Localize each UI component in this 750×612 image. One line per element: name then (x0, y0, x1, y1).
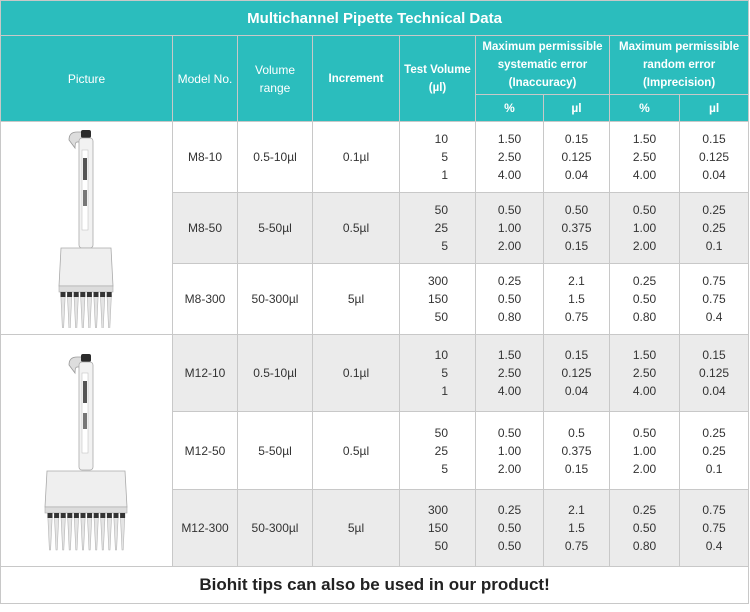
value: 0.50 (632, 521, 657, 535)
value: 2.1 (568, 274, 585, 288)
value: 0.50 (564, 203, 589, 217)
value: 150 (427, 521, 448, 535)
model-cell: M12-300 (173, 490, 238, 567)
rand-ul-cell (680, 412, 749, 490)
value: 0.125 (561, 366, 592, 380)
test-volume-cell (400, 412, 476, 490)
increment-cell: 5µl (313, 490, 400, 567)
volume-range-cell: 0.5-10µl (238, 335, 313, 412)
rand-ul-cell (680, 264, 749, 335)
header-test-volume: Test Volume (µl) (400, 36, 476, 122)
value: 0.15 (564, 348, 589, 362)
header-random-error: Maximum permissible random error (Imprecision) (610, 36, 749, 95)
table-row (1, 122, 749, 193)
value: 1 (441, 168, 448, 182)
value: 0.25 (702, 221, 726, 235)
header-rand-ul: µl (680, 95, 749, 122)
value: 0.15 (564, 461, 589, 476)
rand-pct-cell (610, 490, 680, 567)
test-volume-cell (400, 122, 476, 193)
value: 25 (434, 221, 448, 235)
value: 0.1 (705, 461, 723, 476)
value: 25 (434, 443, 448, 458)
value: 0.25 (497, 274, 522, 288)
volume-range-cell: 0.5-10µl (238, 122, 313, 193)
volume-range-cell: 5-50µl (238, 412, 313, 490)
value: 0.1 (705, 239, 723, 253)
value: 0.75 (702, 521, 726, 535)
value: 0.125 (561, 150, 592, 164)
value: 0.15 (564, 132, 589, 146)
rand-pct-cell (610, 193, 680, 264)
value: 0.80 (632, 539, 657, 553)
table-title: Multichannel Pipette Technical Data (1, 1, 749, 36)
sys-pct-cell (476, 122, 544, 193)
value: 0.75 (702, 292, 726, 306)
value: 0.375 (561, 221, 592, 235)
value: 2.1 (568, 503, 585, 517)
sys-pct-cell (476, 193, 544, 264)
value: 0.4 (705, 539, 723, 553)
rand-pct-cell (610, 335, 680, 412)
sys-ul-cell (544, 335, 610, 412)
pipette-8-channel-image (1, 122, 173, 335)
value: 150 (427, 292, 448, 306)
sys-pct-cell (476, 412, 544, 490)
test-volume-cell (400, 335, 476, 412)
value: 1.5 (568, 521, 585, 535)
test-volume-cell (400, 264, 476, 335)
test-volume-cell (400, 490, 476, 567)
value: 4.00 (497, 384, 522, 398)
value: 1.50 (632, 348, 657, 362)
value: 10 (434, 132, 448, 146)
value: 5 (441, 366, 448, 380)
sys-ul-cell (544, 490, 610, 567)
value: 0.75 (702, 274, 726, 288)
increment-cell: 5µl (313, 264, 400, 335)
value: 1 (441, 384, 448, 398)
rand-pct-cell (610, 264, 680, 335)
sys-ul-cell (544, 412, 610, 490)
model-cell: M12-10 (173, 335, 238, 412)
model-cell: M8-50 (173, 193, 238, 264)
value: 0.04 (702, 168, 726, 182)
value: 0.75 (702, 503, 726, 517)
value: 0.25 (702, 203, 726, 217)
header-sys-ul: µl (544, 95, 610, 122)
value: 1.00 (632, 443, 657, 458)
rand-pct-cell (610, 122, 680, 193)
header-increment: Increment (313, 36, 400, 122)
increment-cell: 0.1µl (313, 122, 400, 193)
header-sys-pct: % (476, 95, 544, 122)
value: 0.50 (632, 292, 657, 306)
header-picture: Picture (1, 36, 173, 122)
value: 5 (441, 150, 448, 164)
sys-pct-cell (476, 490, 544, 567)
value: 2.00 (632, 461, 657, 476)
table-row (1, 335, 749, 412)
value: 0.15 (702, 348, 726, 362)
value: 1.5 (568, 292, 585, 306)
header-volume-range: Volume range (238, 36, 313, 122)
sys-pct-cell (476, 335, 544, 412)
value: 0.15 (702, 132, 726, 146)
header-rand-pct: % (610, 95, 680, 122)
value: 2.50 (497, 150, 522, 164)
increment-cell: 0.1µl (313, 335, 400, 412)
value: 0.50 (497, 521, 522, 535)
value: 0.04 (702, 384, 726, 398)
value: 0.125 (699, 150, 730, 164)
test-volume-cell (400, 193, 476, 264)
sys-ul-cell (544, 122, 610, 193)
value: 0.50 (632, 425, 657, 440)
value: 0.25 (702, 443, 726, 458)
value: 4.00 (632, 384, 657, 398)
value: 0.50 (497, 425, 522, 440)
header-model: Model No. (173, 36, 238, 122)
volume-range-cell: 50-300µl (238, 264, 313, 335)
value: 50 (434, 310, 448, 324)
volume-range-cell: 5-50µl (238, 193, 313, 264)
value: 1.00 (632, 221, 657, 235)
model-cell: M12-50 (173, 412, 238, 490)
value: 0.4 (705, 310, 723, 324)
value: 0.04 (564, 384, 589, 398)
value: 0.15 (564, 239, 589, 253)
rand-ul-cell (680, 122, 749, 193)
value: 50 (434, 203, 448, 217)
rand-pct-cell (610, 412, 680, 490)
value: 5 (441, 461, 448, 476)
value: 0.50 (497, 292, 522, 306)
value: 0.80 (497, 310, 522, 324)
sys-ul-cell (544, 193, 610, 264)
model-cell: M8-10 (173, 122, 238, 193)
footer-note: Biohit tips can also be used in our product! (1, 567, 749, 604)
value: 0.5 (568, 425, 585, 440)
volume-range-cell: 50-300µl (238, 490, 313, 567)
rand-ul-cell (680, 490, 749, 567)
sys-ul-cell (544, 264, 610, 335)
value: 300 (427, 274, 448, 288)
sys-pct-cell (476, 264, 544, 335)
value: 4.00 (632, 168, 657, 182)
value: 1.00 (497, 221, 522, 235)
value: 0.50 (497, 539, 522, 553)
value: 0.25 (632, 274, 657, 288)
value: 5 (441, 239, 448, 253)
header-systematic-error: Maximum permissible systematic error (Inaccuracy) (476, 36, 610, 95)
value: 0.125 (699, 366, 730, 380)
pipette-12-channel-image (1, 335, 173, 567)
increment-cell: 0.5µl (313, 193, 400, 264)
value: 0.50 (632, 203, 657, 217)
value: 2.00 (632, 239, 657, 253)
value: 2.50 (632, 150, 657, 164)
value: 10 (434, 348, 448, 362)
value: 2.50 (632, 366, 657, 380)
value: 300 (427, 503, 448, 517)
value: 1.50 (632, 132, 657, 146)
table-body (1, 122, 749, 567)
value: 4.00 (497, 168, 522, 182)
value: 1.50 (497, 132, 522, 146)
value: 0.80 (632, 310, 657, 324)
value: 2.00 (497, 461, 522, 476)
value: 50 (434, 425, 448, 440)
value: 0.25 (632, 503, 657, 517)
value: 2.00 (497, 239, 522, 253)
value: 50 (434, 539, 448, 553)
value: 2.50 (497, 366, 522, 380)
value: 0.25 (497, 503, 522, 517)
value: 0.25 (702, 425, 726, 440)
model-cell: M8-300 (173, 264, 238, 335)
value: 0.75 (564, 539, 589, 553)
value: 1.50 (497, 348, 522, 362)
rand-ul-cell (680, 193, 749, 264)
value: 0.75 (564, 310, 589, 324)
value: 0.375 (561, 443, 592, 458)
value: 0.50 (497, 203, 522, 217)
value: 1.00 (497, 443, 522, 458)
value: 0.04 (564, 168, 589, 182)
rand-ul-cell (680, 335, 749, 412)
increment-cell: 0.5µl (313, 412, 400, 490)
